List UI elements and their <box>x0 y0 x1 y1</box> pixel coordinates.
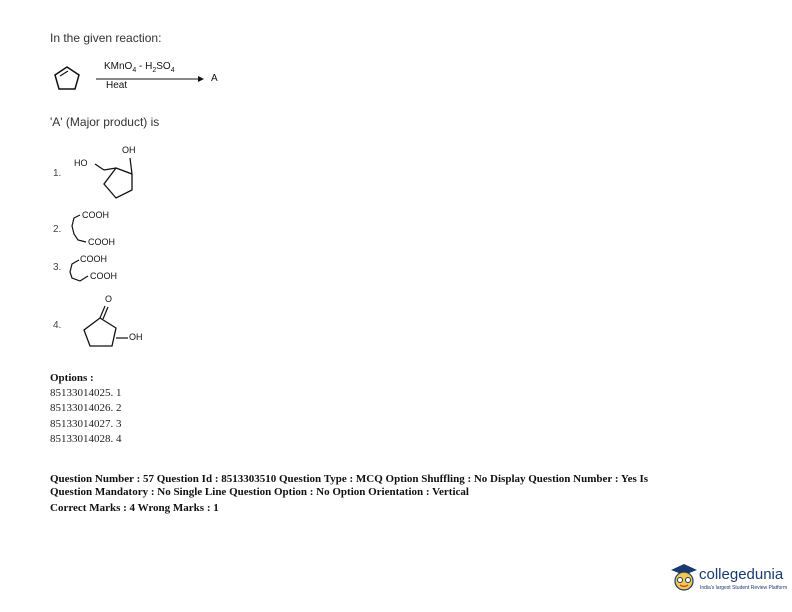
option-item-1[interactable]: 85133014025. 1 <box>50 387 122 399</box>
reagent-formula: KMnO$_4$ - $H_2SO_4$ <box>104 61 175 74</box>
choice-3-label-cooh-top: COOH <box>80 254 107 264</box>
choice-1-label-oh: OH <box>122 145 136 155</box>
choice-4-label-oh: OH <box>129 332 143 342</box>
product-letter: A <box>211 73 218 84</box>
choice-1-label-ho: HO <box>74 158 88 168</box>
choice-2-label-cooh-top: COOH <box>82 210 109 220</box>
cyclopentene-structure <box>50 62 90 102</box>
collegedunia-logo-icon <box>670 562 698 594</box>
logo-wordmark: collegedunia <box>699 566 784 583</box>
reagent-top <box>104 61 175 74</box>
choice-4-structure <box>72 300 142 370</box>
option-item-3[interactable]: 85133014027. 3 <box>50 418 122 430</box>
choice-3-label-cooh-bottom: COOH <box>90 271 117 281</box>
choice-2-structure <box>68 212 98 252</box>
choice-number-3: 3. <box>53 262 62 273</box>
choice-number-1: 1. <box>53 168 62 179</box>
question-marks: Correct Marks : 4 Wrong Marks : 1 <box>50 502 219 514</box>
choice-number-4: 4. <box>53 320 62 331</box>
option-item-2[interactable]: 85133014026. 2 <box>50 402 122 414</box>
reagent-bottom: Heat <box>106 80 128 91</box>
choice-3-structure <box>66 256 96 286</box>
question-meta-line2: Question Mandatory : No Single Line Question Option : No Option Orientation : Vertical <box>50 486 469 498</box>
question-intro: In the given reaction: <box>50 31 162 45</box>
choice-2-label-cooh-bottom: COOH <box>88 237 115 247</box>
option-item-4[interactable]: 85133014028. 4 <box>50 433 122 445</box>
logo-tagline: India's largest Student Review Platform <box>700 585 788 591</box>
choice-4-label-o: O <box>105 294 113 304</box>
question-meta-line1: Question Number : 57 Question Id : 8513303510 Question Type : MCQ Option Shuffling : No Display Question Number : Yes Is <box>50 473 649 485</box>
choice-number-2: 2. <box>53 224 62 235</box>
product-prompt: 'A' (Major product) is <box>50 115 160 129</box>
options-heading: Options : <box>50 372 94 384</box>
choice-1-structure <box>80 150 160 210</box>
